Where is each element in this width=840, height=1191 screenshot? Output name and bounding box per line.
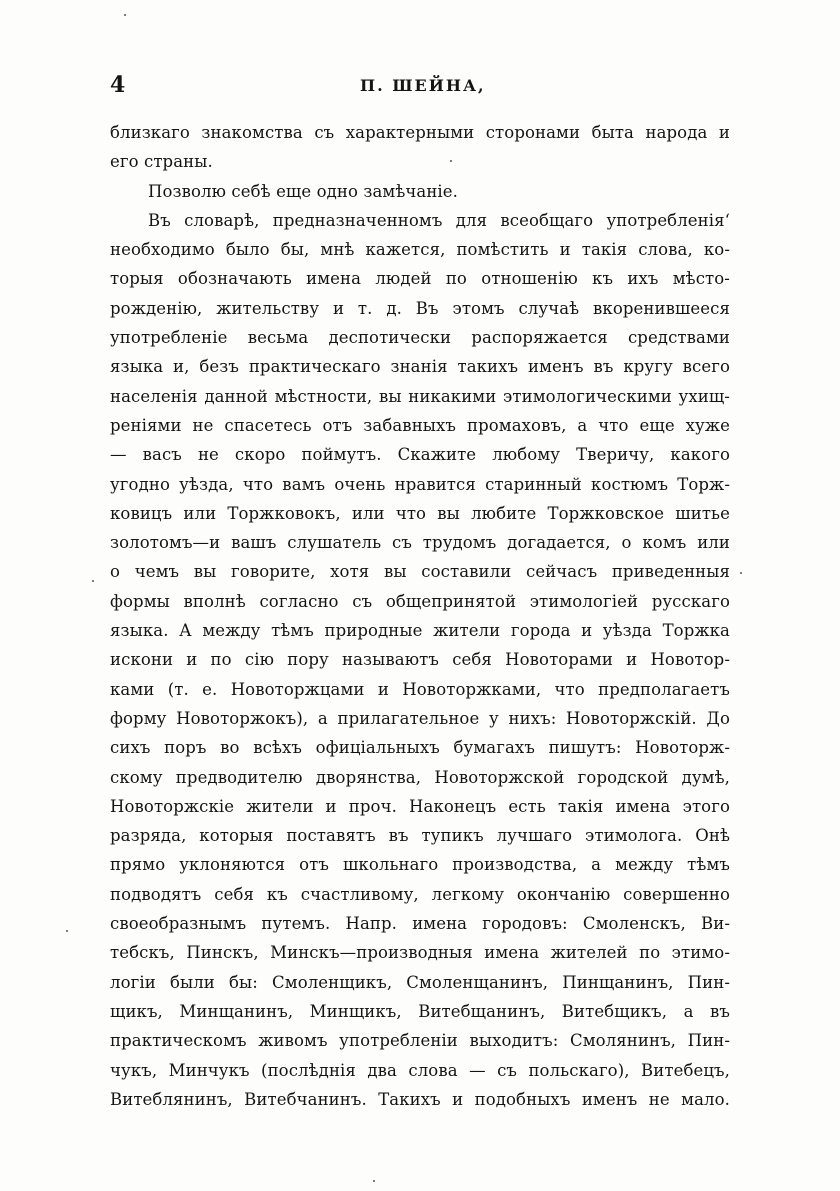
text-line: — васъ не скоро поймутъ. Скажите любому Тверичу, какого (110, 445, 730, 465)
text-line: языка. А между тѣмъ природные жители города и уѣзда Торжка (110, 621, 730, 641)
text-line: прямо уклоняются отъ школьнаго производства, а между тѣмъ (110, 855, 730, 875)
page-header (110, 72, 730, 102)
text-line: Въ словарѣ, предназначенномъ для всеобщаго употребленія‘ (148, 210, 730, 230)
scan-speck (124, 14, 126, 16)
text-line: Новоторжскіе жители и проч. Наконецъ есть такія имена этого (110, 796, 730, 816)
text-line: скому предводителю дворянства, Новоторжской городской думѣ, (110, 767, 730, 787)
text-line: сихъ поръ во всѣхъ офиціальныхъ бумагахъ пишутъ: Новоторж- (110, 738, 730, 758)
text-line: ковицъ или Торжковокъ, или что вы любите Торжковское шитье (110, 503, 730, 523)
text-line: угодно уѣзда, что вамъ очень нравится старинный костюмъ Торж- (110, 474, 730, 494)
text-line: форму Новоторжокъ), а прилагательное у нихъ: Новоторжскій. До (110, 708, 730, 728)
text-line: его страны. (110, 152, 213, 172)
text-line: Позволю себѣ еще одно замѣчаніе. (148, 181, 459, 201)
text-line: щикъ, Минщанинъ, Минщикъ, Витебщанинъ, Витебщикъ, а въ (110, 1001, 730, 1021)
text-line: языка и, безъ практическаго знанія такихъ именъ въ кругу всего (110, 357, 730, 377)
text-line: разряда, которыя поставятъ въ тупикъ лучшаго этимолога. Онѣ (110, 826, 730, 846)
text-line: тебскъ, Пинскъ, Минскъ—производныя имена жителей по этимо- (110, 943, 730, 963)
text-line: практическомъ живомъ употребленіи выходитъ: Смолянинъ, Пин- (110, 1031, 730, 1051)
text-line: логіи были бы: Смоленщикъ, Смоленщанинъ, Пинщанинъ, Пин- (110, 972, 730, 992)
body-text (110, 118, 730, 1114)
text-line: подводятъ себя къ счастливому, легкому окончанію совершенно (110, 884, 730, 904)
scan-speck (740, 572, 742, 574)
text-line: о чемъ вы говорите, хотя вы составили сейчасъ приведенныя (110, 562, 730, 582)
text-line: Витеблянинъ, Витебчанинъ. Такихъ и подобныхъ именъ не мало. (110, 1089, 730, 1109)
scan-speck (450, 160, 452, 162)
text-line: рожденію, жительству и т. д. Въ этомъ случаѣ вкоренившееся (110, 298, 730, 318)
text-line: необходимо было бы, мнѣ кажется, помѣстить и такія слова, ко- (110, 240, 730, 260)
text-line: торыя обозначають имена людей по отношенію къ ихъ мѣсто- (110, 269, 730, 289)
text-line: золотомъ—и вашъ слушатель съ трудомъ догадается, о комъ или (110, 533, 730, 553)
text-line: близкаго знакомства съ характерными сторонами быта народа и (110, 123, 730, 142)
scan-speck (92, 580, 94, 582)
scan-speck (66, 930, 68, 932)
page-number: 4 (110, 72, 126, 98)
text-line: населенія данной мѣстности, вы никакими этимологическими ухищ- (110, 386, 730, 406)
text-line: искони и по сію пору называютъ себя Новоторами и Новотор- (110, 650, 730, 670)
text-line: реніями не спасетесь отъ забавныхъ промаховъ, а что еще хуже (110, 415, 730, 435)
text-line: употребленіе весьма деспотически распоряжается средствами (110, 328, 730, 348)
scan-speck (373, 1180, 375, 1182)
text-line: чукъ, Минчукъ (послѣднія два слова — съ польскаго), Витебецъ, (110, 1060, 730, 1080)
text-line: формы вполнѣ согласно съ общепринятой этимологіей русскаго (110, 591, 730, 611)
running-head: П. ШЕЙНА, (360, 76, 486, 95)
text-line: своеобразнымъ путемъ. Напр. имена городовъ: Смоленскъ, Ви- (110, 914, 730, 934)
text-line: ками (т. е. Новоторжцами и Новоторжками, что предполагаетъ (110, 679, 730, 699)
